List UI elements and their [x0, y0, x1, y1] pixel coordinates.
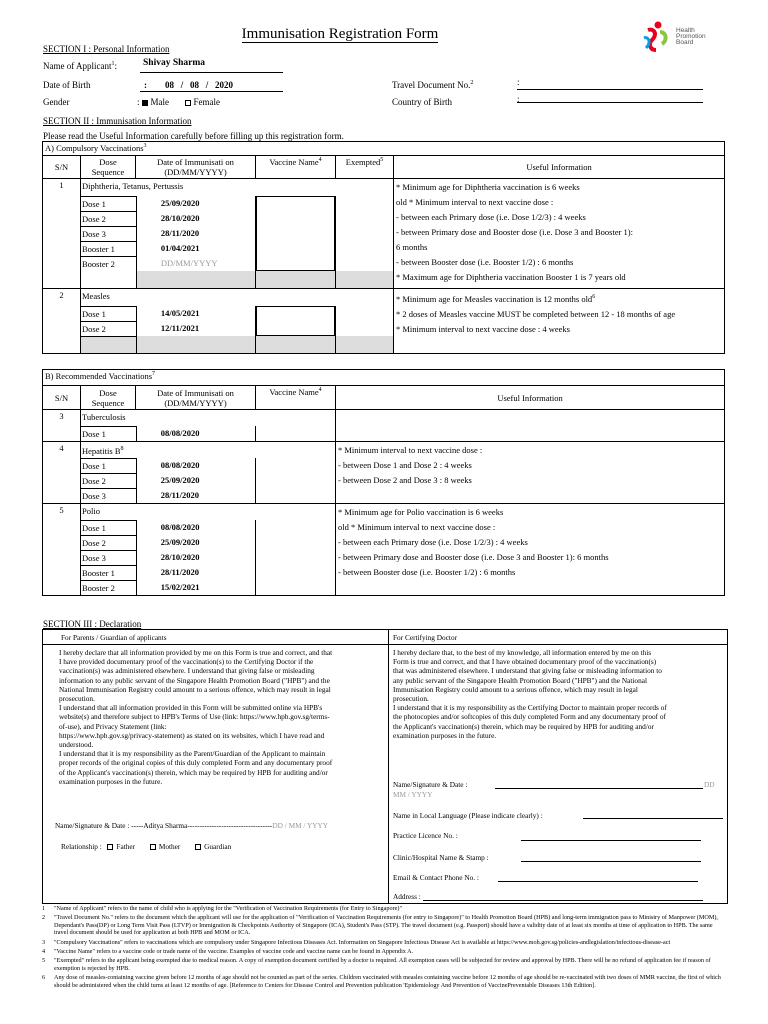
dob-field[interactable]: : 08 / 08 / 2020	[144, 80, 234, 90]
dose-block	[81, 410, 336, 442]
dose-label: Dose 2	[81, 211, 136, 226]
dose-date[interactable]: 28/11/2020	[160, 490, 200, 500]
logo-text-2: Promotion	[676, 33, 706, 40]
country-label: Country of Birth	[392, 97, 452, 107]
hpb-logo	[640, 20, 710, 56]
recommended-heading: B) Recommended Vaccinations$^7$	[43, 370, 725, 386]
dose-date[interactable]: 12/11/2021	[160, 323, 200, 333]
logo-text-1: Health	[676, 27, 695, 34]
mother-checkbox[interactable]	[150, 844, 156, 850]
col-sn: S/N	[43, 386, 81, 410]
dose-label: Booster 1	[81, 241, 136, 256]
dose-block	[81, 442, 336, 504]
section1-heading: SECTION I : Personal Information	[43, 44, 170, 54]
dose-date[interactable]: 28/10/2020	[160, 213, 200, 223]
section3-heading: SECTION III : Declaration	[43, 619, 142, 629]
col-vaccine: Vaccine Name$^4$	[256, 386, 336, 410]
dose-label: Dose 1	[81, 426, 136, 441]
dose-date[interactable]: 25/09/2020	[160, 198, 200, 208]
col-info: Useful Information	[336, 386, 725, 410]
table-row	[43, 442, 725, 504]
col-vaccine: Vaccine Name$^4$	[256, 156, 336, 179]
doctor-sign-date: MM / YYYY	[393, 790, 433, 799]
row-sn: 2	[43, 289, 81, 354]
dose-label: Dose 1	[81, 520, 136, 535]
licence-input[interactable]	[521, 840, 701, 841]
table-row	[43, 504, 725, 596]
page-title: Immunisation Registration Form	[241, 26, 439, 42]
dose-date[interactable]: 28/10/2020	[160, 552, 200, 562]
dose-label: Dose 2	[81, 321, 136, 336]
row-sn: 3	[43, 410, 81, 442]
doctor-heading: For Certifying Doctor	[393, 633, 458, 642]
vaccine-name-input[interactable]	[255, 426, 335, 441]
vaccine-name-input[interactable]	[256, 306, 335, 336]
parent-signature[interactable]: Name/Signature & Date : -----Aditya Sharma-----------------------------------DD / MM / YYYY	[55, 821, 329, 830]
parent-declaration: I hereby declare that all information provided by me on this Form is true and correct, and that I have provided documentary proof of the vaccination(s) to the Certifying Doctor if the vaccination(s) was administered elsewhere. I understand that giving false or misleading information to any public servant of the Singapore Health Promotion Board ("HPB") and the National Immunisation Registry could amount to a serious offence, which may result in legal prosecution. I understand that all information provided in this Form will be submitted online via HPB's website(s) and therefore subject to HPB's Terms of Use (link: https://www.hpb.gov.sg/terms- of-use), and Privacy Statement (link: https://www.hpb.gov.sg/privacy-statement) as stated on its websites, which I have read and understood. I understand that it is my responsibility as the Parent/Guardian of the Applicant to maintain proper records of the original copies of this duly completed Form and any documentary proof of the Applicant's vaccination(s) therein, which may be required by HPB for auditing and/or examination purposes in the future.	[59, 648, 333, 786]
vaccine-name-input[interactable]	[256, 196, 335, 271]
email-label: Email & Contact Phone No. :	[393, 873, 479, 882]
guardian-checkbox[interactable]	[195, 844, 201, 850]
dose-date[interactable]: 25/09/2020	[160, 475, 200, 485]
table-row	[43, 289, 725, 354]
gender-female-checkbox[interactable]	[185, 100, 191, 106]
dose-label: Booster 2	[81, 580, 136, 595]
dose-date[interactable]: 08/08/2020	[160, 460, 200, 470]
col-info: Useful Information	[394, 156, 725, 179]
email-input[interactable]	[498, 881, 698, 882]
dose-label: Booster 2	[81, 256, 136, 271]
dose-block	[81, 504, 336, 596]
col-dose: Dose Sequence	[81, 386, 136, 410]
clinic-input[interactable]	[521, 861, 701, 862]
dose-date[interactable]: 28/11/2020	[160, 567, 200, 577]
doctor-declaration: I hereby declare that, to the best of my knowledge, all information entered by me on this Form is true and correct, and that I have obtained documentary proof of the vaccination(s) that was administered elsewhere. I understand that giving false or misleading information to any public servant of the Singapore Health Promotion Board ("HPB") and the National Immunisation Registry could amount to a serious offence, which may result in legal prosecution. I understand that it is my responsibility as the Certifying Doctor to maintain proper records of the photocopies and/or softcopies of this duly completed Form and any documentary proof of the Applicant's vaccination(s) therein, which may be required by HPB for auditing and/or examination purposes in the future.	[393, 648, 667, 740]
dob-label: Date of Birth	[43, 80, 91, 90]
dose-date[interactable]: 28/11/2020	[160, 228, 200, 238]
relationship-options: Relationship : Father Mother Guardian	[61, 842, 232, 851]
row-sn: 5	[43, 504, 81, 596]
table-row	[43, 179, 725, 289]
dose-label: Dose 1	[81, 458, 136, 473]
col-sn: S/N	[43, 156, 81, 179]
dose-date[interactable]: DD/MM/YYYY	[160, 258, 218, 268]
col-dose: Dose Sequence	[81, 156, 136, 179]
dose-date[interactable]: 08/08/2020	[160, 428, 200, 438]
country-input[interactable]	[517, 102, 703, 103]
col-date: Date of Immunisati on (DD/MM/YYYY)	[136, 386, 256, 410]
dose-label: Dose 3	[81, 488, 136, 503]
row-sn: 1	[43, 179, 81, 289]
doctor-signature[interactable]: Name/Signature & Date :	[393, 780, 468, 789]
section2-heading: SECTION II : Immunisation Information	[43, 116, 192, 126]
dose-date[interactable]: 25/09/2020	[160, 537, 200, 547]
parent-heading: For Parents / Guardian of applicants	[61, 633, 167, 642]
vaccine-group-name: Diphtheria, Tetanus, Pertussis	[82, 181, 184, 191]
declaration-box	[42, 629, 728, 904]
col-exempted: Exempted$^5$	[336, 156, 394, 179]
travel-doc-label: Travel Document No.$^2$	[392, 80, 474, 90]
dose-label: Dose 2	[81, 535, 136, 550]
gender-label: Gender	[43, 97, 70, 107]
vaccine-group-name: Hepatitis $B^8$	[82, 445, 124, 456]
dose-block	[81, 289, 394, 354]
gender-options: : Male Female	[137, 97, 221, 107]
clinic-label: Clinic/Hospital Name & Stamp :	[393, 853, 489, 862]
dose-label: Booster 1	[81, 565, 136, 580]
compulsory-heading: A) Compulsory Vaccinations$^3$	[43, 142, 725, 156]
dose-block	[81, 179, 394, 289]
compulsory-table	[42, 141, 725, 354]
vaccine-group-name: Measles	[82, 291, 110, 301]
logo-text-3: Board	[676, 39, 694, 46]
address-input[interactable]	[423, 900, 703, 901]
table-row	[43, 410, 725, 442]
useful-info: * Minimum age for Polio vaccination is 6 weeks old * Minimum interval to next vaccine dose : - between each Primary dose (i.e. Dose 1/2/3) : 4 weeks - between Primary dose and Booster dose (i.e. Dose 3 and Booster 1): 6 months - between Booster dose (i.e. Booster 1/2) : 6 months	[336, 504, 725, 596]
dose-label: Dose 2	[81, 473, 136, 488]
footnotes: 1 "Name of Applicant" refers to the name of child who is applying for the "Verification of Vaccination Requirements (for Entry to Singapore)" 2 "Travel Document No." refers to the document which the applicant will use for the application of "Verification of Vaccination Requirements (for entry to Singapore)" to Health Promotion Board (HPB) and long-term immigration pass to Ministry of Manpower (MOM), Dependant's Pass(DP) or Long Term Visit Pass (LTVP) or Immigration & Checkpoints Authority of Singapore (ICA), Student's Pass (STP). The travel document (e.g. Passport) should have a validity date of at least six months at time of application to HPB. The same travel document should be used for application at both HPB and MOM or ICA. 3 "Compulsory Vaccinations" refers to vaccinations which are compulsory under Singapore Infectious Diseases Act. Information on Singapore Infectious Disease Act is available at https://www.moh.gov.sg/policies-andlegislation/infectious-disease-act 4 "Vaccine Name" refers to a vaccine code or trade name of the vaccine. Examples of vaccine code and vaccine name can be found in Appendix A. 5 "Exempted" refers to the applicant being exempted due to medical reason. A copy of exemption document certified by a doctor is required. All exemption cases will be subjected for review and approval by HPB. There will be no refund of application fee if reason of exemption is rejected by HPB. 6 Any dose of measles-containing vaccine given before 12 months of age should not be counted as part of the series. Children vaccinated with measles containing vaccine before 12 months of age should be re-vaccinated with two doses of MMR vaccine, the first of which should be administered when the child turns at least 12 months of age. [Reference to Centers for Disease Control and Prevention publication 'Epidemiology And Prevention of VaccinePreventable Diseases 13th Edition].	[42, 905, 721, 989]
useful-info: * Minimum interval to next vaccine dose : - between Dose 1 and Dose 2 : 4 weeks - between Dose 2 and Dose 3 : 8 weeks	[336, 442, 725, 504]
recommended-table	[42, 369, 725, 596]
local-name-input[interactable]	[583, 818, 723, 819]
dose-date[interactable]: 14/05/2021	[160, 308, 200, 318]
vaccine-group-name: Tuberculosis	[82, 412, 126, 422]
dose-date[interactable]: 08/08/2020	[160, 522, 200, 532]
useful-info: * Minimum age for Measles vaccination is 12 months old$^6$ * 2 doses of Measles vaccine MUST be completed between 12 - 18 months of age * Minimum interval to next vaccine dose : 4 weeks	[394, 289, 725, 354]
dose-date[interactable]: 15/02/2021	[160, 582, 200, 592]
travel-doc-input[interactable]	[517, 89, 703, 90]
address-label: Address :	[393, 892, 421, 901]
section2-instruction: Please read the Useful Information carefully before filling up this registration form.	[43, 131, 344, 141]
name-value[interactable]: Shivay Sharma	[143, 58, 206, 68]
useful-info: * Minimum age for Diphtheria vaccination is 6 weeks old * Minimum interval to next vaccine dose : - between each Primary dose (i.e. Dose 1/2/3) : 4 weeks - between Primary dose and Booster dose (i.e. Dose 3 and Booster 1): 6 months - between Booster dose (i.e. Booster 1/2) : 6 months * Maximum age for Diphtheria vaccination Booster 1 is 7 years old	[394, 179, 725, 289]
vaccine-group-name: Polio	[82, 506, 100, 516]
gender-male-checkbox[interactable]	[142, 100, 148, 106]
father-checkbox[interactable]	[107, 844, 113, 850]
useful-info	[336, 410, 725, 442]
dose-label: Dose 3	[81, 226, 136, 241]
hpb-logo-icon	[640, 20, 676, 54]
local-name-label: Name in Local Language (Please indicate clearly) :	[393, 811, 543, 820]
name-label: Name of Applicant$^1$:	[43, 61, 117, 71]
doctor-sign-dd: DD	[704, 780, 715, 789]
dose-label: Dose 3	[81, 550, 136, 565]
col-date: Date of Immunisati on (DD/MM/YYYY)	[136, 156, 256, 179]
dose-date[interactable]: 01/04/2021	[160, 243, 200, 253]
dose-label: Dose 1	[81, 306, 136, 321]
vaccine-name-input[interactable]	[255, 520, 335, 595]
licence-label: Practice Licence No. :	[393, 831, 458, 840]
vaccine-name-input[interactable]	[255, 458, 335, 503]
dose-label: Dose 1	[81, 196, 136, 211]
row-sn: 4	[43, 442, 81, 504]
